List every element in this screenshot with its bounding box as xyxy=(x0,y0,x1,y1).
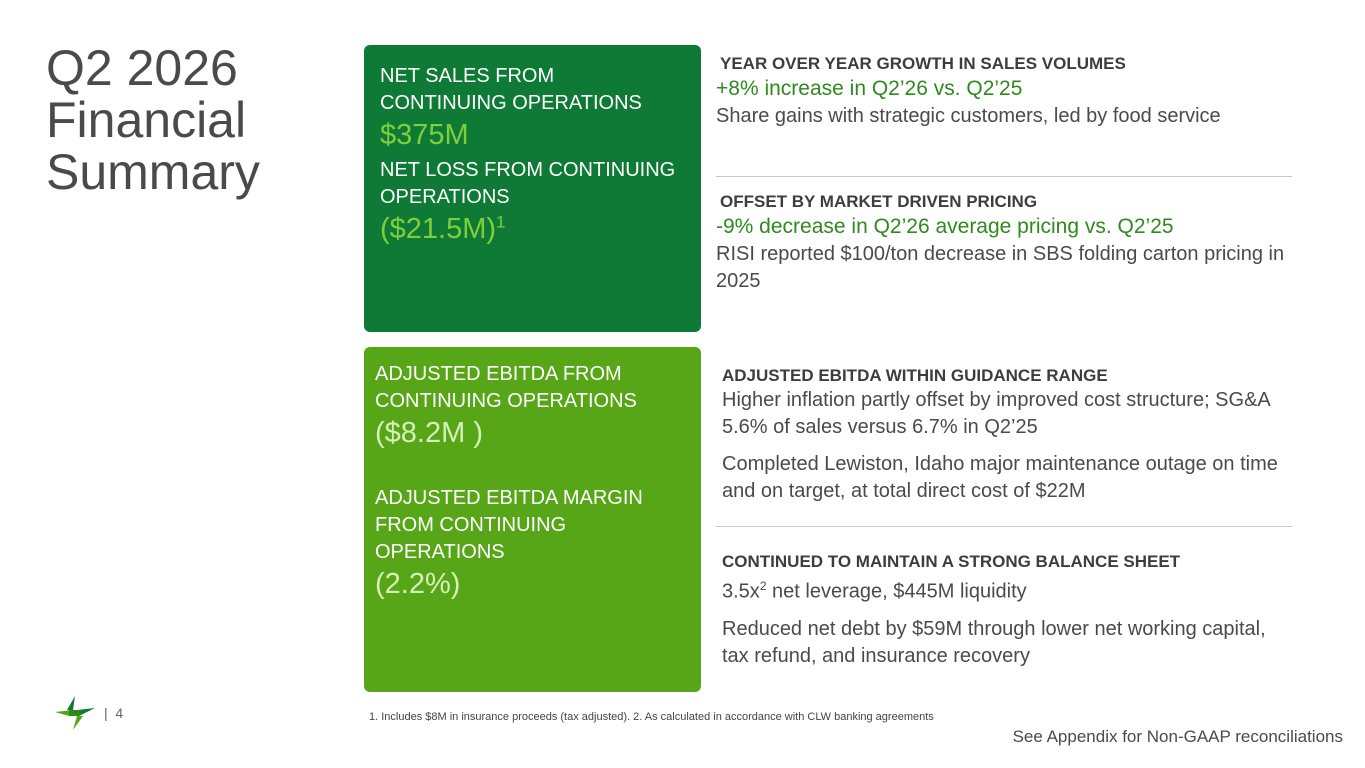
pricing-heading: OFFSET BY MARKET DRIVEN PRICING xyxy=(720,192,1038,211)
ebitda-body-2: Completed Lewiston, Idaho major maintenance outage on time and on target, at total direct cost of $22M xyxy=(722,453,1278,502)
page-title xyxy=(46,42,346,198)
company-logo-icon xyxy=(55,696,95,730)
leverage-line xyxy=(722,573,1292,606)
appendix-note: See Appendix for Non-GAAP reconciliations xyxy=(1012,727,1343,746)
net-loss-label: NET LOSS FROM CONTINUING OPERATIONS xyxy=(380,159,676,208)
footnote-ref-2: 2 xyxy=(759,579,767,593)
title-line-1: Q2 2026 xyxy=(46,40,238,96)
balance-heading: CONTINUED TO MAINTAIN A STRONG BALANCE SHEET xyxy=(722,552,1181,571)
pricing-section xyxy=(716,191,1306,295)
ebitda-body-1: Higher inflation partly offset by improved cost structure; SG&A 5.6% of sales versus 6.7% in Q2’25 xyxy=(722,389,1270,438)
leverage-rest: net leverage, $445M liquidity xyxy=(766,580,1027,603)
pricing-highlight: -9% decrease in Q2’26 average pricing vs. Q2’25 xyxy=(716,215,1174,238)
volumes-highlight: +8% increase in Q2’26 vs. Q2’25 xyxy=(716,77,1023,100)
leverage-prefix: 3.5x xyxy=(722,580,760,603)
balance-section xyxy=(722,551,1292,670)
ebitda-card xyxy=(364,347,701,692)
volumes-heading: YEAR OVER YEAR GROWTH IN SALES VOLUMES xyxy=(720,54,1126,73)
page-number xyxy=(104,705,123,721)
net-sales-label: NET SALES FROM CONTINUING OPERATIONS xyxy=(380,65,642,114)
ebitda-margin-label: ADJUSTED EBITDA MARGIN FROM CONTINUING OPERATIONS xyxy=(375,487,643,563)
footnote-ref-1: 1 xyxy=(496,212,506,232)
page-number-value: 4 xyxy=(115,705,124,721)
ebitda-margin-value: (2.2%) xyxy=(375,568,461,600)
title-line-3: Summary xyxy=(46,144,260,200)
page-separator: | xyxy=(104,705,108,721)
title-line-2: Financial xyxy=(46,92,247,148)
section-divider xyxy=(716,526,1292,527)
net-sales-value: $375M xyxy=(380,119,469,151)
volumes-body: Share gains with strategic customers, led by food service xyxy=(716,105,1221,127)
ebitda-label: ADJUSTED EBITDA FROM CONTINUING OPERATIONS xyxy=(375,363,637,412)
ebitda-value: ($8.2M ) xyxy=(375,417,483,449)
net-loss-value-row xyxy=(380,211,685,247)
ebitda-heading: ADJUSTED EBITDA WITHIN GUIDANCE RANGE xyxy=(722,366,1108,385)
ebitda-section xyxy=(722,365,1292,505)
section-divider xyxy=(716,176,1292,177)
net-results-card xyxy=(364,45,701,332)
footnote: 1. Includes $8M in insurance proceeds (tax adjusted). 2. As calculated in accordance with CLW banking agreements xyxy=(369,711,934,723)
net-loss-value: ($21.5M) xyxy=(380,213,497,245)
balance-body-2: Reduced net debt by $59M through lower net working capital, tax refund, and insurance recovery xyxy=(722,617,1266,667)
pricing-body: RISI reported $100/ton decrease in SBS folding carton pricing in 2025 xyxy=(716,243,1285,292)
volumes-section xyxy=(716,53,1306,130)
